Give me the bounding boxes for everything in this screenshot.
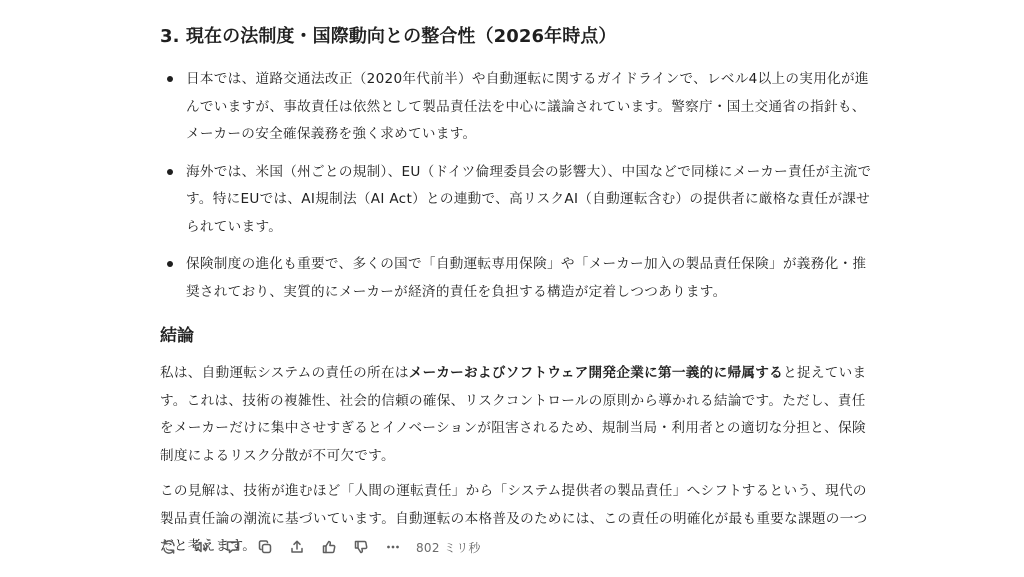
speaker-icon[interactable] [190, 536, 212, 558]
bullet-icon [167, 76, 173, 82]
comment-icon[interactable] [222, 536, 244, 558]
list-item [160, 159, 872, 242]
share-icon[interactable] [286, 536, 308, 558]
list-item-text: 保険制度の進化も重要で、多くの国で「自動運転専用保険」や「メーカー加入の製品責任保険」が義務化・推奨されており、実質的にメーカーが経済的責任を負担する構造が定着しつつあります。 [186, 256, 867, 300]
response-time: 802 ミリ秒 [416, 540, 481, 555]
list-item-text: 日本では、道路交通法改正（2020年代前半）や自動運転に関するガイドラインで、レベル4以上の実用化が進んでいますが、事故責任は依然として製品責任法を中心に議論されています。警察庁・国土交通省の指針も、メーカーの安全確保義務を強く求めています。 [186, 71, 869, 142]
conclusion-bold-text: メーカーおよびソフトウェア開発企業に第一義的に帰属する [408, 365, 784, 381]
list-item [160, 251, 872, 306]
thumbs-down-icon[interactable] [350, 536, 372, 558]
message-actions-toolbar [158, 536, 481, 558]
bullet-icon [167, 169, 173, 175]
more-icon[interactable] [382, 536, 404, 558]
thumbs-up-icon[interactable] [318, 536, 340, 558]
bullet-icon [167, 261, 173, 267]
response-content [160, 22, 872, 561]
conclusion-text: 私は、自動運転システムの責任の所在は [160, 365, 409, 381]
section-heading: 3. 現在の法制度・国際動向との整合性（2026年時点） [160, 26, 617, 47]
copy-icon[interactable] [254, 536, 276, 558]
regenerate-icon[interactable] [158, 536, 180, 558]
list-item [160, 66, 872, 149]
bullet-list [160, 66, 872, 306]
view-paragraph: この見解は、技術が進むほど「人間の運転責任」から「システム提供者の製品責任」へシフトするという、現代の製品責任論の潮流に基づいています。自動運転の本格普及のためには、この責任の明確化が最も重要な課題の一つだと考えます。 [160, 483, 868, 554]
conclusion-paragraph [160, 360, 872, 470]
conclusion-heading: 結論 [160, 326, 194, 346]
conclusion-text: と捉えています。これは、技術の複雑性、社会的信頼の確保、リスクコントロールの原則から導かれる結論です。ただし、責任をメーカーだけに集中させすぎるとイノベーションが阻害されるため、規制当局・利用者との適切な分担と、保険制度によるリスク分散が不可欠です。 [160, 365, 867, 464]
list-item-text: 海外では、米国（州ごとの規制）、EU（ドイツ倫理委員会の影響大）、中国などで同様にメーカー責任が主流です。特にEUでは、AI規制法（AI Act）との連動で、高リスクAI（自動運転含む）の提供者に厳格な責任が課せられています。 [186, 163, 872, 235]
